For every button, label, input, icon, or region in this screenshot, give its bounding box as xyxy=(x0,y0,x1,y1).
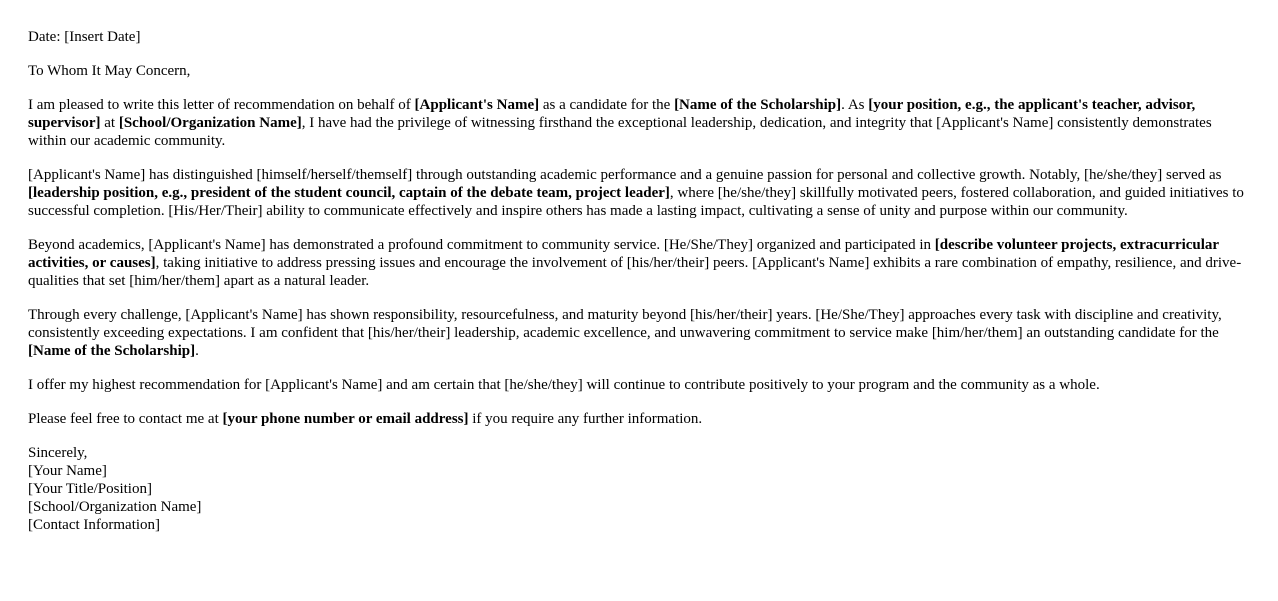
text-segment: [Applicant's Name] has distinguished [himself/herself/themself] through outstanding academic performance and a genuine passion for personal and collective growth. Notably, [he/she/they] served as xyxy=(28,167,1222,183)
text-segment: Through every challenge, [Applicant's Name] has shown responsibility, resourcefulness, and maturity beyond [his/her/their] years. [He/She/They] approaches every task with discipline and creativity, consistently exceeding expectations. I am confident that [his/her/their] leadership, academic excellence, and unwavering commitment to service make [him/her/them] an outstanding candidate for the xyxy=(28,307,1222,341)
text-segment: Please feel free to contact me at xyxy=(28,411,223,427)
text-segment: at xyxy=(100,115,119,131)
text-segment: Beyond academics, [Applicant's Name] has demonstrated a profound commitment to community service. [He/She/They] organized and participated in xyxy=(28,237,935,253)
paragraph-recommendation: I offer my highest recommendation for [Applicant's Name] and am certain that [he/she/they] will continue to contribute positively to your program and the community as a whole. xyxy=(28,377,1100,393)
placeholder-leadership-position: [leadership position, e.g., president of the student council, captain of the debate team, project leader] xyxy=(28,185,670,201)
signature-block xyxy=(28,444,1250,534)
signer-contact: [Contact Information] xyxy=(28,517,161,533)
text-segment: I am pleased to write this letter of recommendation on behalf of xyxy=(28,97,415,113)
placeholder-scholarship-name: [Name of the Scholarship] xyxy=(28,343,196,359)
placeholder-applicant-name: [Applicant's Name] xyxy=(414,97,540,113)
text-segment: , I have had the privilege of witnessing firsthand the exceptional leadership, dedication, and integrity that [Applicant's Name] consistently demonstrates within our academic community. xyxy=(28,115,1212,149)
text-segment: . xyxy=(195,343,199,359)
paragraph-introduction xyxy=(28,96,1250,150)
placeholder-contact-details: [your phone number or email address] xyxy=(222,411,469,427)
text-segment: . As xyxy=(841,97,869,113)
text-segment: , taking initiative to address pressing issues and encourage the involvement of [his/her/their] peers. [Applicant's Name] exhibits a rare combination of empathy, resilience, and drive-qualities that set [him/her/them] apart as a natural leader. xyxy=(28,255,1242,289)
placeholder-volunteer-projects: [describe volunteer projects, extracurricular activities, or causes] xyxy=(28,237,1219,271)
placeholder-scholarship-name: [Name of the Scholarship] xyxy=(674,97,842,113)
letter-body xyxy=(28,28,1250,534)
signer-name: [Your Name] xyxy=(28,463,107,479)
sign-off: Sincerely, xyxy=(28,445,88,461)
text-segment: , where [he/she/they] skillfully motivated peers, fostered collaboration, and guided initiatives to successful completion. [His/Her/Their] ability to communicate effectively and inspire others has made a lasting impact, cultivating a sense of unity and purpose within our community. xyxy=(28,185,1244,219)
text-segment: if you require any further information. xyxy=(468,411,703,427)
paragraph-community-service xyxy=(28,236,1250,290)
date-line: Date: [Insert Date] xyxy=(28,29,141,45)
paragraph-leadership xyxy=(28,166,1250,220)
salutation: To Whom It May Concern, xyxy=(28,63,191,79)
placeholder-your-position: [your position, e.g., the applicant's teacher, advisor, supervisor] xyxy=(28,97,1196,131)
paragraph-contact xyxy=(28,410,1250,428)
text-segment: as a candidate for the xyxy=(539,97,675,113)
signer-title: [Your Title/Position] xyxy=(28,481,152,497)
placeholder-organization-name: [School/Organization Name] xyxy=(118,115,302,131)
paragraph-character xyxy=(28,306,1250,360)
signer-organization: [School/Organization Name] xyxy=(28,499,202,515)
